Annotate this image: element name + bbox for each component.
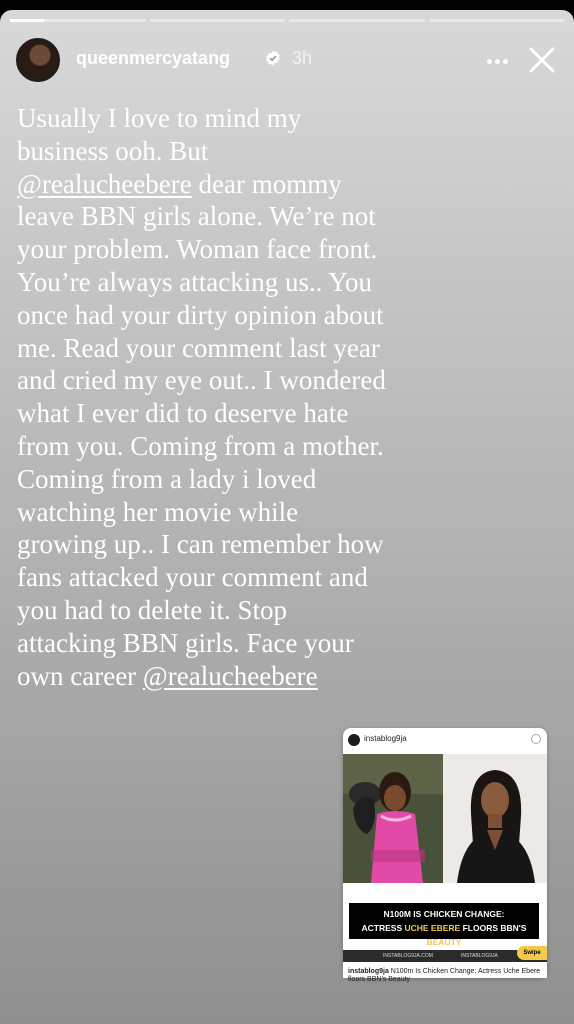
progress-segment [429, 19, 565, 22]
progress-segment [289, 19, 425, 22]
headline-line [349, 921, 539, 949]
photo-woman-black-outfit [443, 754, 547, 883]
shared-post-header [343, 728, 547, 754]
card-menu-icon [531, 734, 541, 744]
verified-badge-icon [265, 50, 281, 66]
caption-text: N100m Is Chicken Change: Actress Uche Ebere floors BBN's Beauty [348, 968, 541, 983]
post-time: 3h [292, 48, 313, 68]
shared-post-handle: instablog9ja [364, 734, 407, 743]
progress-segment [150, 19, 286, 22]
headline-name: UCHE EBERE [404, 923, 461, 933]
story-viewer[interactable] [0, 10, 574, 1024]
headline-banner [349, 903, 539, 947]
caption-handle: instablog9ja [348, 968, 389, 975]
headline-text: BBN'S [500, 923, 527, 933]
shared-post-caption [348, 968, 542, 984]
story-text [17, 102, 387, 692]
story-header [16, 38, 558, 82]
story-text-part: dear mommy leave BBN girls alone. We’re not your problem. Woman face front. You’re always attacking us.. You once had your dirty opinion about me. Read your comment last year and cried my eye out.. I wondered what I ever did to deserve hate from you. Coming from a mother. Coming from a lady i loved watching her movie while growing up.. I can remember how fans attacked your comment and you had to delete it. Stop attacking BBN girls. Face your own career [17, 168, 386, 691]
headline-text: ACTRESS [361, 923, 405, 933]
story-text-part: Usually I love to mind my business ooh. But [17, 103, 302, 166]
mention-link[interactable]: @realucheebere [17, 168, 192, 199]
headline-text: FLOORS [460, 923, 498, 933]
more-options-button[interactable] [478, 40, 518, 80]
instablog-logo-icon [348, 734, 360, 746]
progress-segment [10, 19, 146, 22]
story-progress-bar [10, 19, 564, 22]
headline-line: N100M IS CHICKEN CHANGE: [383, 909, 505, 919]
mention-link[interactable]: @realucheebere [142, 660, 318, 691]
close-icon[interactable] [522, 40, 562, 80]
shared-post-card[interactable] [343, 728, 547, 983]
photo-woman-pink-dress [343, 754, 443, 883]
swipe-badge: Swipe [517, 946, 547, 960]
headline-highlight: BEAUTY [426, 937, 462, 947]
source-twitter: INSTABLOG9JA [461, 953, 498, 959]
avatar[interactable] [16, 38, 60, 82]
username[interactable]: queenmercyatang [76, 48, 231, 68]
source-site: INSTABLOG9JA.COM [383, 953, 433, 959]
